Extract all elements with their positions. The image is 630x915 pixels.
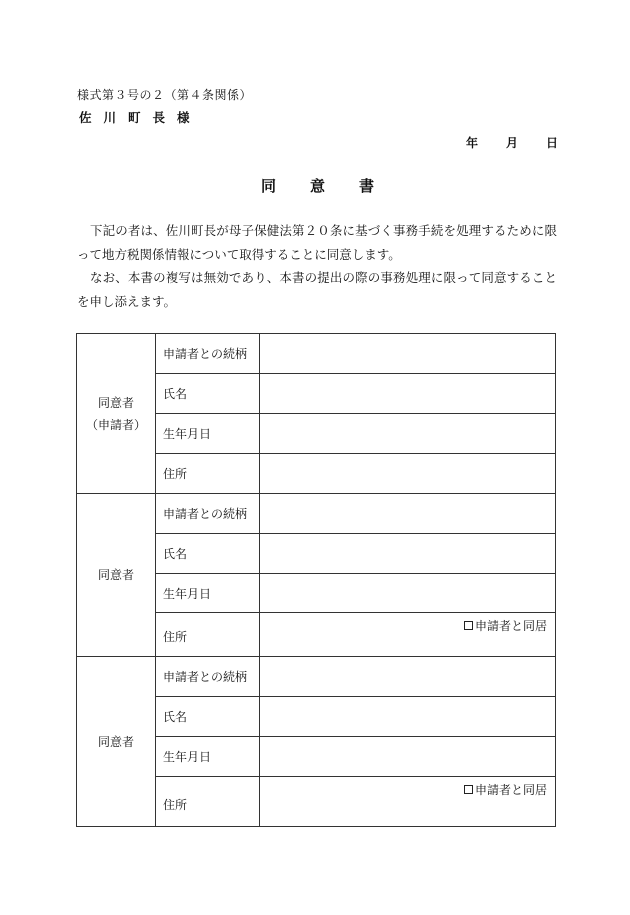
group-1-title (77, 334, 156, 494)
date-year-label: 年 (466, 136, 479, 150)
group-1-birthdate-field[interactable] (260, 414, 556, 454)
group-2-title (77, 494, 156, 657)
group-2-address-field[interactable] (260, 613, 556, 657)
group-2-birthdate-label: 生年月日 (156, 574, 260, 613)
group-1-address-field[interactable] (260, 454, 556, 494)
consent-paragraph-2: なお、本書の複写は無効であり、本書の提出の際の事務処理に限って同意することを申し添えます。 (77, 270, 557, 309)
group-1-relation-label: 申請者との続柄 (156, 334, 260, 374)
group-2-relation-label: 申請者との続柄 (156, 494, 260, 534)
form-number: 様式第３号の２（第４条関係） (77, 88, 253, 102)
group-2-relation-field[interactable] (260, 494, 556, 534)
addressee: 佐川町長様 (79, 110, 202, 125)
group-2-title-line1: 同意者 (97, 568, 134, 582)
date-month-label: 月 (506, 136, 519, 150)
group-1-relation-field[interactable] (260, 334, 556, 374)
group-2-address-label: 住所 (156, 613, 260, 657)
group-3-relation-field[interactable] (260, 657, 556, 697)
group-1-birthdate-label: 生年月日 (156, 414, 260, 454)
checkbox-icon[interactable] (464, 785, 473, 794)
group-2-birthdate-field[interactable] (260, 574, 556, 613)
group-3-cohabit-label: 申請者と同居 (474, 783, 547, 797)
group-3-relation-label: 申請者との続柄 (156, 657, 260, 697)
group-3-birthdate-label: 生年月日 (156, 737, 260, 777)
group-1-name-label: 氏名 (156, 374, 260, 414)
document-title: 同意書 (261, 177, 409, 195)
group-3-address-field[interactable] (260, 777, 556, 827)
date-day-label: 日 (546, 136, 559, 150)
group-3-name-field[interactable] (260, 697, 556, 737)
group-2-name-field[interactable] (260, 534, 556, 574)
group-1-title-line2: （申請者） (85, 417, 146, 432)
group-1-address-label: 住所 (156, 454, 260, 494)
group-1-title-line1: 同意者 (97, 395, 134, 410)
group-3-name-label: 氏名 (156, 697, 260, 737)
group-3-cohabit-checkbox[interactable] (464, 781, 547, 798)
group-1-name-field[interactable] (260, 374, 556, 414)
group-3-birthdate-field[interactable] (260, 737, 556, 777)
group-2-cohabit-checkbox[interactable] (464, 617, 547, 634)
consent-table (76, 333, 556, 827)
consent-statement (77, 219, 557, 313)
group-3-address-label: 住所 (156, 777, 260, 827)
group-2-cohabit-label: 申請者と同居 (474, 619, 547, 633)
group-3-title (77, 657, 156, 827)
group-3-title-line1: 同意者 (97, 734, 134, 749)
checkbox-icon[interactable] (464, 621, 473, 630)
group-2-name-label: 氏名 (156, 534, 260, 574)
consent-paragraph-1: 下記の者は、佐川町長が母子保健法第２０条に基づく事務手続を処理するために限って地方税関係情報について取得することに同意します。 (77, 223, 557, 262)
date-line (466, 134, 558, 151)
